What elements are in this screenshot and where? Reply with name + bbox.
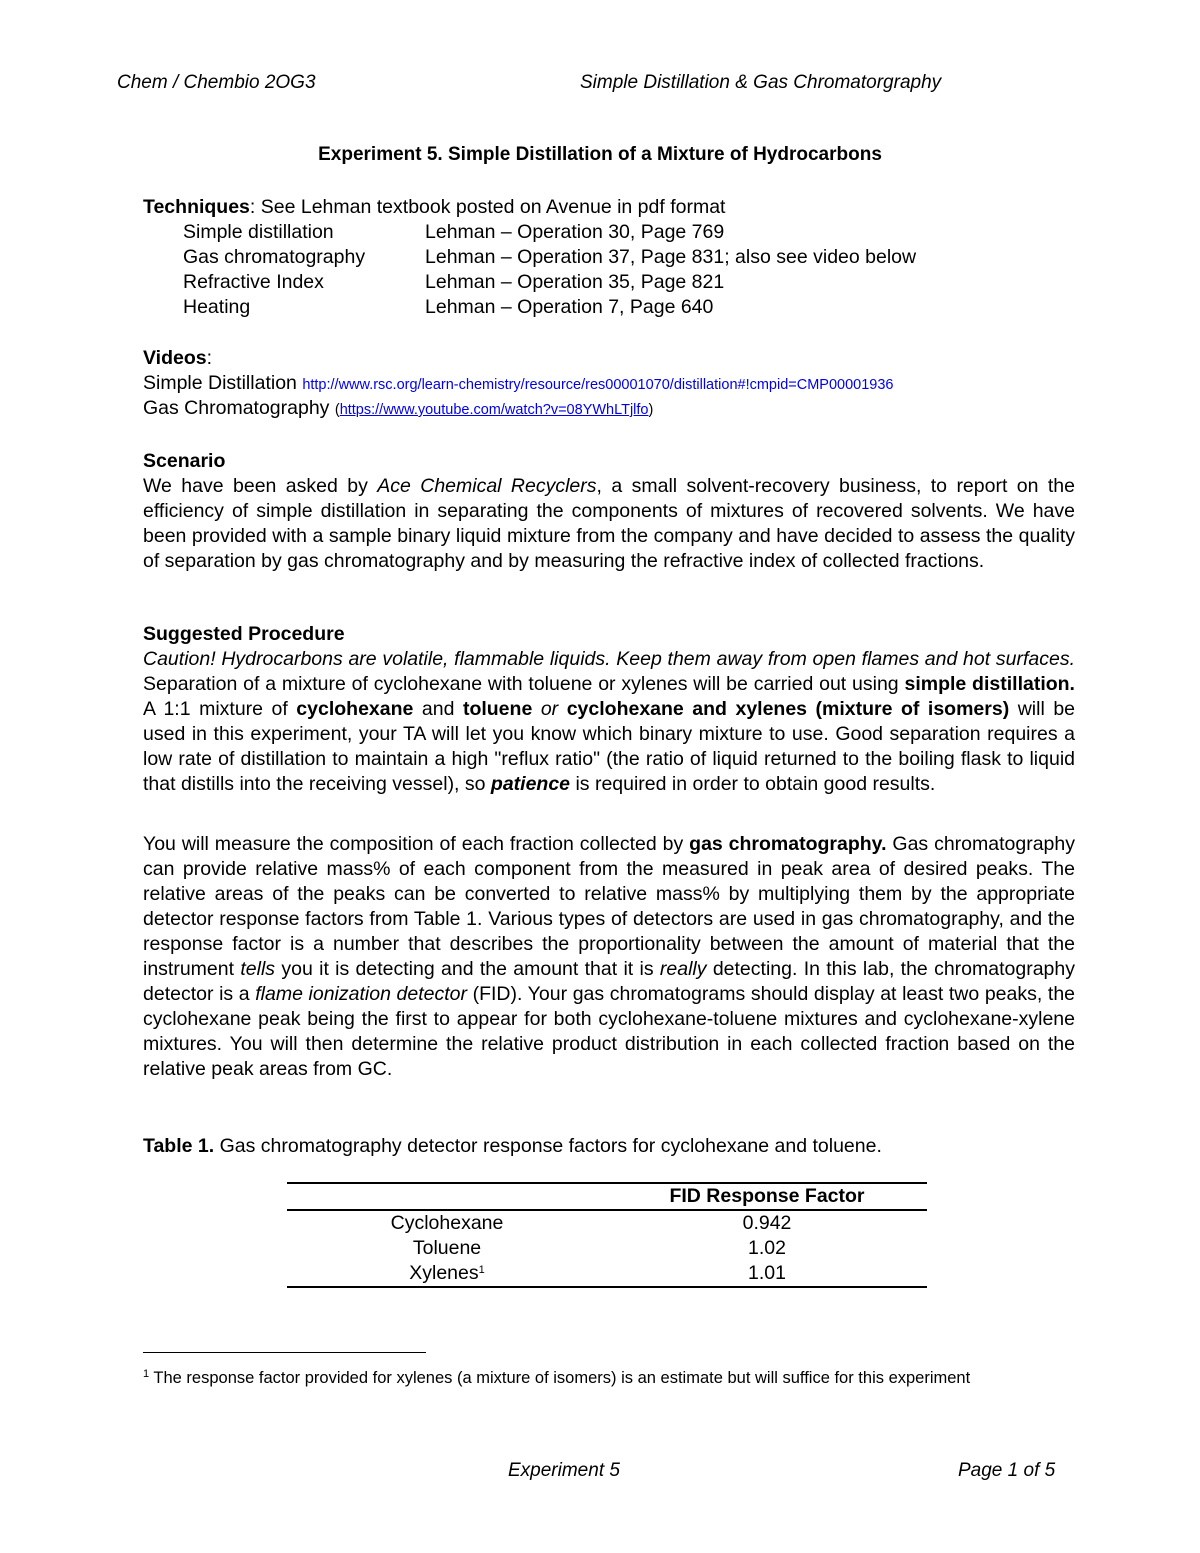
procedure-text: [558, 698, 567, 720]
compound-name: [287, 1261, 607, 1287]
footnote-ref: 1: [478, 1264, 485, 1276]
compound-name: [287, 1210, 607, 1236]
footer-page-number: Page 1 of 5: [958, 1460, 1056, 1481]
procedure-bold: toluene: [462, 698, 533, 720]
video-item: [143, 371, 893, 398]
procedure-heading: Suggested Procedure: [143, 623, 345, 645]
table-caption: [143, 1135, 882, 1158]
technique-row: [183, 245, 916, 270]
response-factor-table: [287, 1182, 927, 1288]
page-title: Experiment 5. Simple Distillation of a Mixture of Hydrocarbons: [318, 144, 882, 165]
procedure-bold-italic: patience: [490, 773, 571, 795]
video-link-gc[interactable]: https://www.youtube.com/watch?v=08YWhLTjlfo: [339, 402, 649, 418]
table-caption-text: Gas chromatography detector response factors for cyclohexane and toluene.: [214, 1135, 882, 1157]
table-row: [287, 1210, 927, 1236]
measure-text: you it is detecting and the amount that it is: [275, 958, 660, 980]
technique-row: [183, 270, 724, 295]
footer-experiment: Experiment 5: [508, 1460, 620, 1481]
technique-ref: Lehman – Operation 7, Page 640: [425, 296, 714, 318]
table-header-blank: [287, 1183, 607, 1210]
measure-italic: flame ionization detector: [255, 983, 467, 1005]
procedure-text: will be used in this experiment, your TA will let you know which binary mixture to use. Good separation requires a low rate of distillation to maintain a high "reflux ratio" (the ratio of liquid returned to the boiling flask to liquid that distills into the receiving vessel), so: [143, 698, 1076, 795]
procedure-paragraph: [143, 647, 1075, 797]
technique-name: Gas chromatography: [183, 246, 366, 268]
compound-label: Toluene: [412, 1237, 482, 1259]
procedure-bold: cyclohexane: [296, 698, 414, 720]
table-row: [287, 1261, 927, 1287]
scenario-text: We have been asked by: [143, 475, 378, 497]
footnote-text: The response factor provided for xylenes (a mixture of isomers) is an estimate but will suffice for this experiment: [149, 1369, 971, 1387]
procedure-italic: or: [540, 698, 559, 720]
company-name: Ace Chemical Recyclers: [377, 475, 597, 497]
header-course: Chem / Chembio 2OG3: [117, 72, 316, 93]
measure-text: You will measure the composition of each fraction collected by: [143, 833, 690, 855]
measurement-paragraph: [143, 832, 1075, 1082]
procedure-text: [532, 698, 541, 720]
compound-name: [287, 1236, 607, 1261]
compound-label: Cyclohexane: [390, 1212, 504, 1234]
compound-label: Xylenes: [409, 1262, 479, 1284]
technique-name: Refractive Index: [183, 271, 324, 293]
technique-name: Heating: [183, 296, 251, 318]
technique-name: Simple distillation: [183, 221, 334, 243]
measure-bold: gas chromatography.: [689, 833, 887, 855]
response-factor-value: 1.01: [748, 1262, 786, 1284]
table-header-row: [287, 1183, 927, 1210]
videos-label: Videos: [143, 347, 207, 369]
measure-italic: really: [659, 958, 707, 980]
technique-ref: Lehman – Operation 35, Page 821: [425, 271, 725, 293]
techniques-label: Techniques: [143, 196, 250, 218]
procedure-bold: cyclohexane and xylenes (mixture of isomers): [566, 698, 1010, 720]
procedure-text: A 1:1 mixture of: [143, 698, 297, 720]
videos-colon: :: [206, 347, 213, 369]
response-factor-value: 1.02: [748, 1237, 786, 1259]
header-topic: Simple Distillation & Gas Chromatorgraphy: [580, 72, 942, 93]
videos-heading: [143, 346, 212, 371]
caution-text: Caution! Hydrocarbons are volatile, flammable liquids. Keep them away from open flames and hot surfaces.: [143, 648, 1075, 670]
technique-ref: Lehman – Operation 30, Page 769: [425, 221, 725, 243]
footnote-mark: 1: [143, 1368, 150, 1380]
video-link-distillation[interactable]: http://www.rsc.org/learn-chemistry/resource/res00001070/distillation#!cmpid=CMP00001936: [302, 377, 894, 393]
video-paren-close: ): [648, 402, 654, 418]
table-caption-label: Table 1.: [143, 1135, 215, 1157]
measure-text: detecting. In this lab, the chromatography detector is a: [143, 958, 1075, 1005]
table-row: [287, 1236, 927, 1261]
technique-row: [183, 220, 724, 245]
table-header-fid: FID Response Factor: [607, 1183, 927, 1210]
measure-text: Gas chromatography can provide relative mass% of each component from the measured in peak area of desired peaks. The relative areas of the peaks can be converted to relative mass% by multiplying them by the appropriate detector response factors from Table 1. Various types of detectors are used in gas chromatography, and the response factor is a number that describes the proportionality between the amount of material that the instrument: [143, 833, 1075, 980]
footnote: [143, 1367, 1043, 1390]
measure-text: (FID). Your gas chromatograms should display at least two peaks, the cyclohexane peak being the first to appear for both cyclohexane-toluene mixtures and cyclohexane-xylene mixtures. You will then determine the relative product distribution in each collected fraction based on the relative peak areas from GC.: [143, 983, 1076, 1080]
procedure-text: Separation of a mixture of cyclohexane with toluene or xylenes will be carried out using: [143, 673, 905, 695]
response-factor-value: 0.942: [742, 1212, 792, 1234]
measure-italic: tells: [240, 958, 276, 980]
procedure-bold: simple distillation.: [904, 673, 1075, 695]
scenario-paragraph: [143, 474, 1075, 574]
footnote-divider: [143, 1352, 426, 1353]
video-item: [143, 396, 653, 423]
procedure-text: is required in order to obtain good results.: [570, 773, 936, 795]
technique-ref: Lehman – Operation 37, Page 831; also see video below: [425, 246, 917, 268]
scenario-heading: Scenario: [143, 450, 226, 472]
scenario-text: , a small solvent-recovery business, to report on the efficiency of simple distillation in separating the components of mixtures of recovered solvents. We have been provided with a sample binary liquid mixture from the company and have decided to assess the quality of separation by gas chromatography and by measuring the refractive index of collected fractions.: [143, 475, 1075, 572]
techniques-line: [143, 195, 725, 220]
video-paren-open: (: [334, 402, 340, 418]
procedure-text: and: [413, 698, 463, 720]
video-name: Simple Distillation: [143, 372, 303, 394]
video-name: Gas Chromatography: [143, 397, 335, 419]
techniques-intro: : See Lehman textbook posted on Avenue in pdf format: [249, 196, 726, 218]
technique-row: [183, 295, 713, 320]
